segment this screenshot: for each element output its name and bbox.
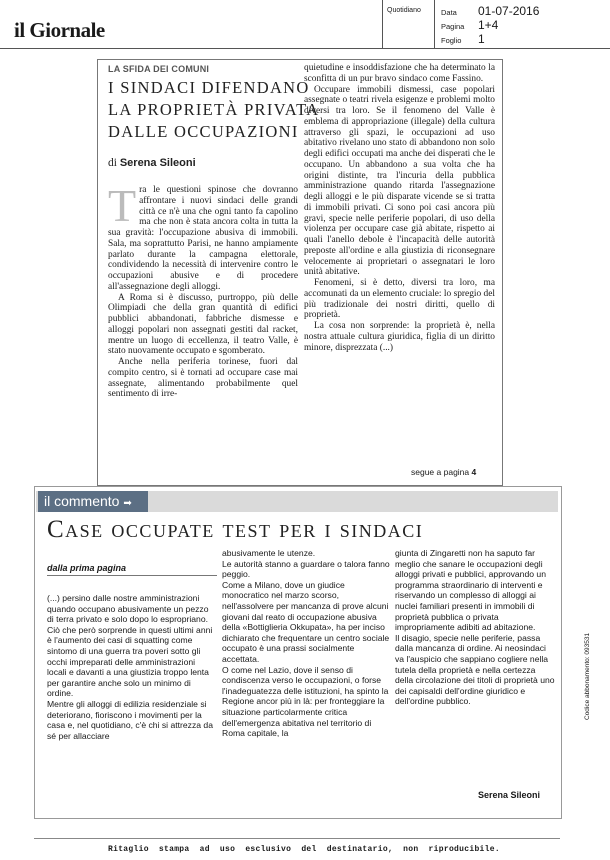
from-front-page-note: dalla prima pagina [47, 563, 127, 573]
paragraph: Fenomeni, si è detto, diversi tra loro, ma accomunati da un elemento cruciale: lo spregio del più tradizionale dei nostri diritti, quello di proprietà. [304, 278, 495, 321]
header-divider [434, 0, 435, 48]
paragraph: La cosa non sorprende: la proprietà è, nella nostra attuale cultura giuridica, figlia di un diritto minore, disprezzata (...) [304, 321, 495, 353]
commento-column-2 [222, 548, 390, 739]
divider [47, 575, 217, 576]
article-headline [108, 77, 319, 143]
header-rule [0, 48, 610, 49]
commento-signature: Serena Sileoni [478, 790, 541, 800]
continued-on-page [411, 467, 476, 477]
paragraph [108, 180, 298, 293]
paragraph: Occupare immobili dismessi, case popolari assegnate o teatri rivela esigenze e problemi molto diversi tra loro. Se il fenomeno del Valle è emblema di appropriazione (illegale) della cultura attraverso gli spazi, le occupazioni ad uso abitativo rivelano uno stato di abbandono non solo degli edifici occupati ma anche dei disperati che le occupano. Un abbandono a sua volta che ha origini distinte, tra l'incuria della pubblica amministrazione quando ritarda l'assegnazione degli alloggi e le più disparate vicende se si tratta di immobili privati. Ci sono poi casi ancora più gravi, specie nelle periferie popolari, di uso della violenza per occupare case già abitate, rispetto ai quali l'anello debole è l'incapacità delle autorità preposte all'ordine e alla giustizia di riconsegnare velocemente ai proprietari o assegnatari le loro unità abitative. [304, 84, 495, 278]
paragraph: O come nel Lazio, dove il senso di condiscenza verso le occupazioni, o forse l'inadeguatezza delle istituzioni, ha spinto la Regione ancor più in là: per fronteggiare la situazione particolarmente critica dell'emergenza abitativa nel territorio di Roma capitale, la [222, 664, 389, 739]
drop-cap: T [108, 180, 137, 231]
arrow-right-icon: ➡ [123, 498, 132, 509]
masthead: il Giornale [14, 18, 105, 42]
meta-value-date: 01-07-2016 [478, 4, 540, 18]
headline-line: LA PROPRIETÀ PRIVATA [108, 100, 320, 119]
article-column-2 [304, 63, 495, 353]
paragraph: Le autorità stanno a guardare o talora fanno peggio. [222, 558, 390, 580]
segue-page-number: 4 [471, 467, 477, 477]
commento-column-1 [47, 593, 217, 741]
meta-value-page: 1+4 [478, 18, 499, 32]
meta-value-sheet: 1 [478, 32, 485, 46]
meta-label-sheet: Foglio [441, 36, 462, 45]
subscription-code: Codice abbonamento: 093531 [584, 632, 591, 720]
commento-tag-label: il commento [44, 493, 120, 509]
paragraph: quietudine e insoddisfazione che ha determinato la sconfitta di un pur bravo sindaco come Fassino. [304, 63, 495, 84]
meta-label-page: Pagina [441, 22, 465, 31]
paragraph: giunta di Zingaretti non ha saputo far meglio che sanare le occupazioni degli alloggi privati e pubblici, approvando un programma straordinario di interventi e riservando un complesso di alloggi ai nuclei familiari presenti in immobili di proprietà pubblica o privata impropriamente adibiti ad abitazione. [395, 548, 546, 633]
paragraph: (...) persino dalle nostre amministrazioni quando occupano abusivamente un pezzo di terra privato e solo dopo lo espropriano. [47, 593, 209, 625]
paragraph-text: ra le questioni spinose che dovranno affrontare i nuovi sindaci delle grandi città ce n'è una che ogni tanto fa capolino ma che non è stata ancora colta in tutta la sua gravità: l'occupazione abusiva di immobili. Sala, ma soprattutto Parisi, ne hanno ampiamente parlato durante la campagna elettorale, condividendo la necessità di intervenire contro le occupazioni abusive e di procedere all'assegnazione degli alloggi. [108, 185, 298, 292]
commento-section-tag [38, 491, 148, 512]
article-byline [108, 157, 196, 169]
paragraph: abusivamente le utenze. [222, 548, 316, 558]
meta-label-date: Data [441, 8, 457, 17]
publication-type: Quotidiano [387, 7, 421, 14]
headline-line: DALLE OCCUPAZIONI [108, 122, 299, 141]
commento-title: Case occupate test per i sindaci [47, 516, 424, 543]
paragraph: Ciò che però sorprende in questi ultimi anni è l'aumento dei casi di squatting come sintomo di una guerra tra poveri sotto gli occhi impreparati delle amministrazioni locali e davanti a una giustizia troppo lenta per garantire anche solo un minimo di ordine. [47, 624, 213, 699]
paragraph: Mentre gli alloggi di edilizia residenziale si deteriorano, fioriscono i movimenti per la casa e, nel quotidiano, c'è chi si attrezza da sé per allacciare [47, 698, 213, 741]
paragraph: A Roma si è discusso, purtroppo, più delle Olimpiadi che della gran quantità di edifici pubblici abbandonati, fabbriche dismesse e alloggi popolari non assegnati gestiti dal racket, mentre un luogo di eccellenza, il teatro Valle, è stato nuovamente occupato e sgomberato. [108, 292, 298, 357]
byline-author: Serena Sileoni [119, 157, 196, 169]
byline-prefix: di [108, 157, 117, 169]
article-kicker: LA SFIDA DEI COMUNI [108, 64, 210, 74]
article-column-1 [108, 180, 298, 400]
paragraph: Anche nella periferia torinese, fuori dal compito centro, si è tornati ad occupare case mai assegnate, alimentando probabilmente quel sentimento di irre- [108, 357, 298, 400]
segue-text: segue a pagina [411, 467, 470, 477]
commento-column-3 [395, 548, 555, 707]
paragraph: Come a Milano, dove un giudice monocratico nel marzo scorso, nell'assolvere per mancanza di prove alcuni giovani dal reato di occupazione abusiva della «Bottiglieria Okkupata», ha per inciso dichiarato che frequentare un centro sociale occupato è una prassi socialmente accettata. [222, 579, 390, 664]
headline-line: I SINDACI DIFENDANO [108, 78, 310, 97]
header-divider [382, 0, 383, 48]
footer-rule [34, 838, 560, 839]
footer-notice: Ritaglio stampa ad uso esclusivo del destinatario, non riproducibile. [108, 845, 500, 854]
paragraph: Il disagio, specie nelle periferie, passa dalla mancanza di ordine. Ai neosindaci va l'auspicio che sappiano cogliere nella tutela della proprietà e nella certezza della circolazione dei titoli di proprietà uno dei capisaldi dell'ordine giuridico e dell'ordine pubblico. [395, 632, 555, 707]
